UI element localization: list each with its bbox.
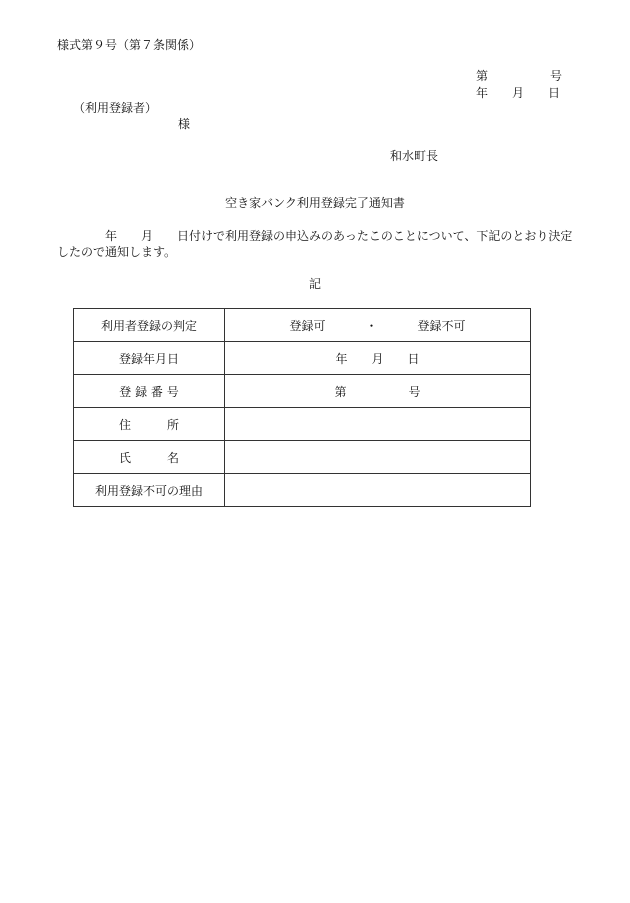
judgement-value — [225, 309, 531, 342]
addressee-honorific: 様 — [178, 117, 191, 131]
reason-label: 利用登録不可の理由 — [74, 474, 225, 507]
table-row-reg-number — [74, 375, 531, 408]
body-month: 月 — [141, 229, 154, 243]
issue-number-line — [476, 69, 562, 83]
reg-number-label: 登 録 番 号 — [74, 375, 225, 408]
issue-number-suffix: 号 — [550, 69, 563, 83]
ki-heading: 記 — [308, 277, 321, 291]
reg-number-prefix: 第 — [334, 384, 347, 399]
addressee-label: （利用登録者） — [73, 101, 158, 115]
body-text: 日付けで利用登録の申込みのあったこのことについて、下記のとおり決定したので通知します。 — [57, 229, 573, 259]
registration-table — [73, 308, 531, 507]
judgement-ok: 登録可 — [289, 318, 326, 333]
reg-date-value — [225, 342, 531, 375]
judgement-ng: 登録不可 — [417, 318, 466, 333]
address-value — [225, 408, 531, 441]
issue-number-prefix: 第 — [476, 69, 489, 83]
reg-date-year: 年 — [335, 351, 348, 366]
reg-date-month: 月 — [371, 351, 384, 366]
table-row-address — [74, 408, 531, 441]
reg-number-value — [225, 375, 531, 408]
issue-date-month: 月 — [512, 86, 525, 100]
name-value — [225, 441, 531, 474]
reason-value — [225, 474, 531, 507]
judgement-separator: ・ — [365, 318, 378, 333]
table-row-name — [74, 441, 531, 474]
issue-date-line — [476, 86, 560, 100]
issue-date-day: 日 — [548, 86, 561, 100]
issue-date-year: 年 — [476, 86, 489, 100]
table-row-reason — [74, 474, 531, 507]
body-paragraph — [57, 228, 577, 260]
name-label-1: 氏 — [118, 450, 131, 465]
judgement-label: 利用者登録の判定 — [74, 309, 225, 342]
table-row-judgement — [74, 309, 531, 342]
name-label-2: 名 — [167, 450, 180, 465]
table-row-reg-date — [74, 342, 531, 375]
reg-number-suffix: 号 — [408, 384, 421, 399]
reg-date-label: 登録年月日 — [74, 342, 225, 375]
issuer-name: 和水町長 — [390, 149, 439, 163]
address-label — [74, 408, 225, 441]
body-year: 年 — [105, 229, 118, 243]
reg-date-day: 日 — [407, 351, 420, 366]
form-number: 様式第９号（第７条関係） — [57, 38, 202, 52]
address-label-1: 住 — [118, 417, 131, 432]
document-title: 空き家バンク利用登録完了通知書 — [225, 196, 405, 210]
address-label-2: 所 — [167, 417, 180, 432]
name-label — [74, 441, 225, 474]
